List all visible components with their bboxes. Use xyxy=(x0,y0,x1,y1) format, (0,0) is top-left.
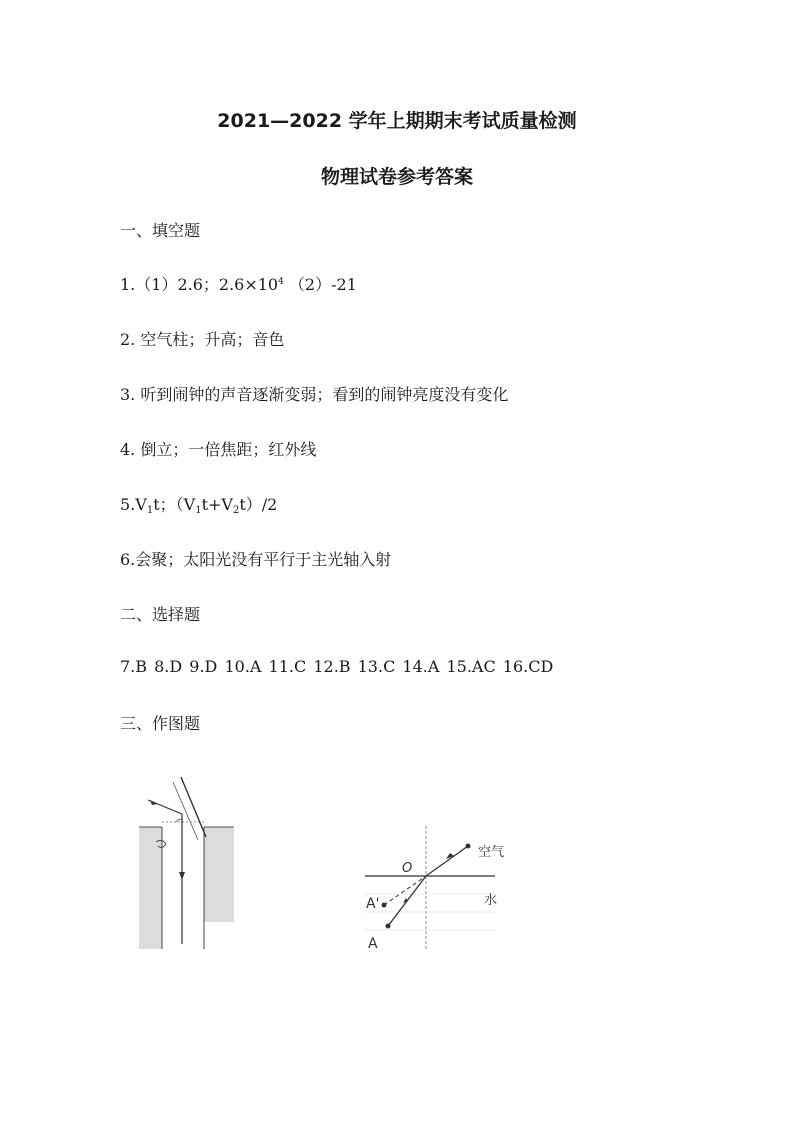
refraction-figure xyxy=(360,826,520,956)
point-o-label: O xyxy=(402,861,413,876)
image-point-a-prime-dot xyxy=(382,903,387,908)
answer-2: 2. 空气柱；升高；音色 xyxy=(120,330,285,349)
answer-1-part-a: 1.（1）2.6；2.6×10 xyxy=(120,275,279,294)
air-label: 空气 xyxy=(478,845,505,860)
mirror-line xyxy=(181,777,206,837)
answer-6: 6.会聚；太阳光没有平行于主光轴入射 xyxy=(120,550,392,569)
water-label: 水 xyxy=(484,893,498,908)
normal-line xyxy=(173,782,198,840)
well-reflection-figure xyxy=(136,772,236,952)
a-label: A xyxy=(368,936,378,952)
answer-5-sub-3: 2 xyxy=(232,505,240,516)
answer-5 xyxy=(120,492,277,516)
answer-1-part-b: （2）-21 xyxy=(283,275,357,294)
well-right-wall xyxy=(204,827,234,922)
well-left-wall xyxy=(139,827,162,949)
answer-1-exponent: 4 xyxy=(278,277,284,287)
answer-5-part-3: t+V xyxy=(201,495,233,514)
eye-point-dot xyxy=(466,844,471,849)
object-point-a-dot xyxy=(386,924,391,929)
ray-in-air xyxy=(426,846,468,876)
reflected-ray-arrow xyxy=(179,872,185,880)
choice-answers: 7.B 8.D 9.D 10.A 11.C 12.B 13.C 14.A 15.AC 16.CD xyxy=(120,657,554,676)
answer-5-part-4: t）/2 xyxy=(239,495,278,514)
answer-3: 3. 听到闹钟的声音逐渐变弱；看到的闹钟亮度没有变化 xyxy=(120,385,509,404)
page-title: 2021—2022 学年上期期末考试质量检测 xyxy=(217,110,577,132)
section-fill-in-heading: 一、填空题 xyxy=(120,221,201,240)
answer-5-sub-2: 1 xyxy=(195,505,202,516)
a-prime-label: A' xyxy=(366,896,380,912)
answer-4: 4. 倒立；一倍焦距；红外线 xyxy=(120,440,317,459)
page-subtitle: 物理试卷参考答案 xyxy=(320,166,473,188)
section-drawing-heading: 三、作图题 xyxy=(120,714,201,733)
answer-1 xyxy=(120,272,357,295)
answer-5-sub-1: 1 xyxy=(146,505,154,516)
answer-5-part-2: t；（V xyxy=(153,495,196,514)
answer-5-part-1: 5.V xyxy=(120,495,147,514)
section-choice-heading: 二、选择题 xyxy=(120,605,201,624)
